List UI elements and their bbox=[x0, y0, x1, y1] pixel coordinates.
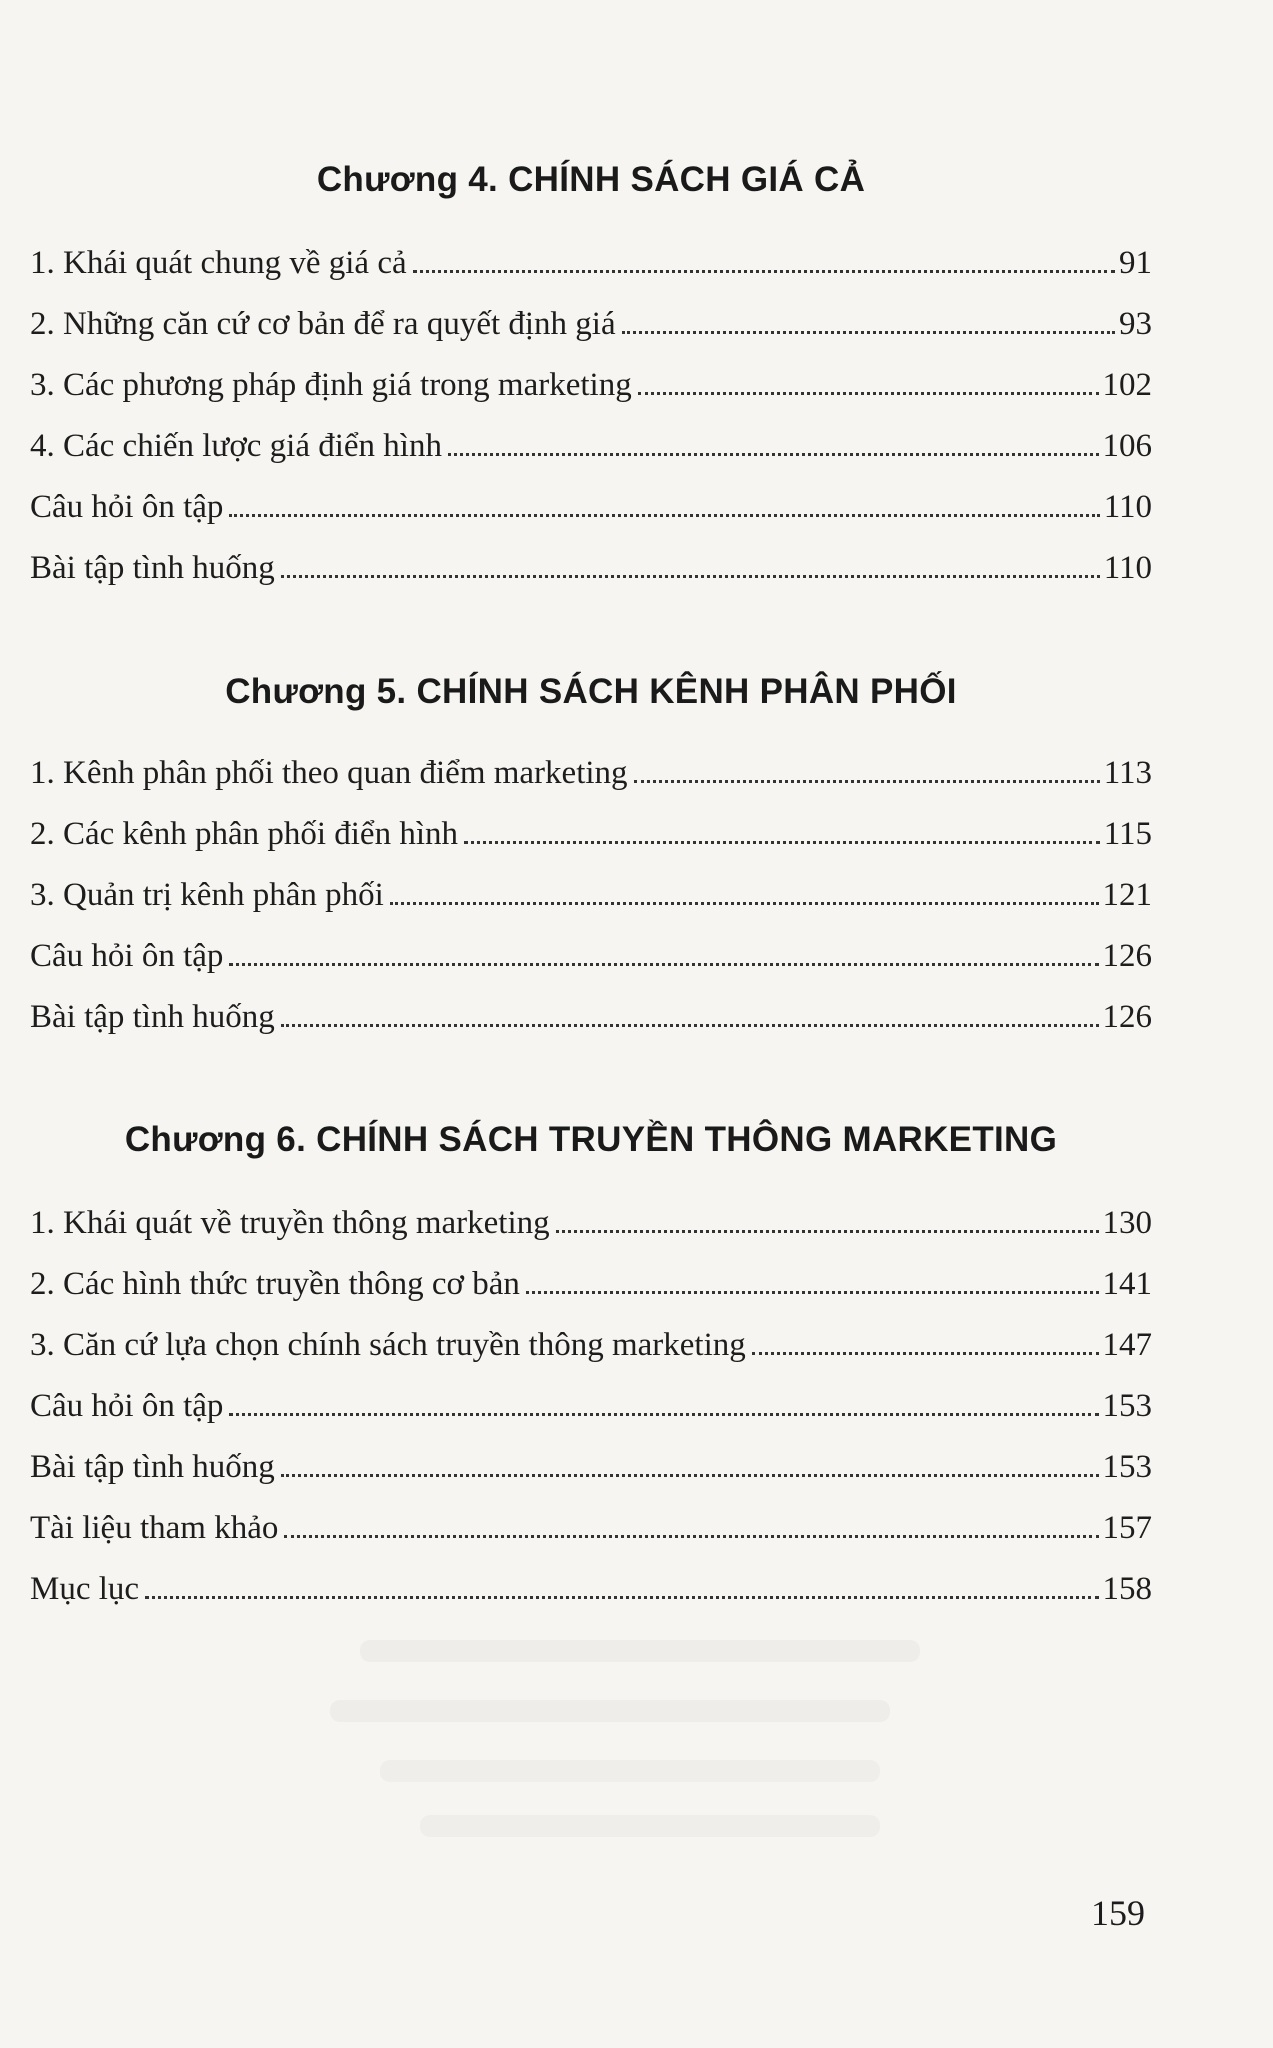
dot-leader bbox=[281, 1474, 1099, 1477]
toc-entry-page: 110 bbox=[1103, 550, 1152, 586]
dot-leader bbox=[281, 575, 1100, 578]
toc-entry-label: Tài liệu tham khảo bbox=[30, 1510, 279, 1546]
toc-entry-page: 115 bbox=[1103, 816, 1152, 852]
toc-entry-page: 113 bbox=[1103, 755, 1152, 791]
chapter-title: Chương 5. CHÍNH SÁCH KÊNH PHÂN PHỐI bbox=[225, 672, 957, 711]
toc-entry-label: 2. Các kênh phân phối điển hình bbox=[30, 816, 459, 852]
dot-leader bbox=[390, 902, 1099, 905]
toc-entry-page: 153 bbox=[1102, 1388, 1152, 1424]
toc-entry-page: 93 bbox=[1119, 306, 1152, 342]
toc-entry-label: 2. Các hình thức truyền thông cơ bản bbox=[30, 1266, 520, 1302]
bleed-through-band-1 bbox=[360, 1640, 920, 1662]
dot-leader bbox=[229, 1413, 1098, 1416]
toc-entry[interactable] bbox=[30, 1373, 1152, 1425]
toc-entry[interactable] bbox=[30, 923, 1152, 975]
toc-entry-page: 153 bbox=[1102, 1449, 1152, 1485]
toc-entry-label: 1. Khái quát về truyền thông marketing bbox=[30, 1205, 550, 1241]
toc-entry-label: 1. Kênh phân phối theo quan điểm marketing bbox=[30, 755, 628, 791]
toc-entry[interactable] bbox=[30, 984, 1152, 1036]
toc-entry-label: Bài tập tình huống bbox=[30, 550, 275, 586]
toc-entry-page: 102 bbox=[1102, 367, 1152, 403]
toc-entry-page: 121 bbox=[1102, 877, 1152, 913]
toc-entry[interactable] bbox=[30, 1495, 1152, 1547]
dot-leader bbox=[284, 1535, 1098, 1538]
toc-entry-page: 110 bbox=[1103, 489, 1152, 525]
toc-entry-label: 1. Khái quát chung về giá cả bbox=[30, 245, 407, 281]
toc-entry[interactable] bbox=[30, 230, 1152, 282]
toc-entry-label: 3. Căn cứ lựa chọn chính sách truyền thông marketing bbox=[30, 1327, 746, 1363]
dot-leader bbox=[634, 780, 1100, 783]
toc-entry-label: Bài tập tình huống bbox=[30, 999, 275, 1035]
toc-entry[interactable] bbox=[30, 1190, 1152, 1242]
toc-entry-page: 157 bbox=[1102, 1510, 1152, 1546]
dot-leader bbox=[229, 963, 1098, 966]
chapter-title: Chương 4. CHÍNH SÁCH GIÁ CẢ bbox=[316, 160, 866, 199]
toc-entry-label: Câu hỏi ôn tập bbox=[30, 938, 224, 974]
toc-entry[interactable] bbox=[30, 1312, 1152, 1364]
toc-entry-label: Câu hỏi ôn tập bbox=[30, 489, 224, 525]
toc-entry[interactable] bbox=[30, 862, 1152, 914]
chapter-5 bbox=[30, 672, 1152, 1072]
dot-leader bbox=[638, 392, 1099, 395]
chapter-6 bbox=[30, 1120, 1152, 1640]
dot-leader bbox=[229, 514, 1099, 517]
toc-entry-label: Câu hỏi ôn tập bbox=[30, 1388, 224, 1424]
toc-entry-label: 2. Những căn cứ cơ bản để ra quyết định giá bbox=[30, 306, 616, 342]
toc-entry[interactable] bbox=[30, 1556, 1152, 1608]
toc-entry[interactable] bbox=[30, 1434, 1152, 1486]
dot-leader bbox=[413, 270, 1115, 273]
bleed-through-band-4 bbox=[420, 1815, 880, 1837]
toc-entry-page: 158 bbox=[1102, 1571, 1152, 1607]
toc-entry-label: 3. Quản trị kênh phân phối bbox=[30, 877, 384, 913]
toc-entry-page: 130 bbox=[1102, 1205, 1152, 1241]
toc-entry-page: 91 bbox=[1119, 245, 1152, 281]
toc-entry[interactable] bbox=[30, 352, 1152, 404]
toc-entry-label: 4. Các chiến lược giá điển hình bbox=[30, 428, 442, 464]
toc-entry[interactable] bbox=[30, 291, 1152, 343]
dot-leader bbox=[752, 1352, 1099, 1355]
toc-entry-label: Mục lục bbox=[30, 1571, 140, 1607]
dot-leader bbox=[145, 1596, 1098, 1599]
bleed-through-band-3 bbox=[380, 1760, 880, 1782]
toc-entry[interactable] bbox=[30, 474, 1152, 526]
dot-leader bbox=[526, 1291, 1099, 1294]
toc-entry[interactable] bbox=[30, 535, 1152, 587]
toc-entry[interactable] bbox=[30, 1251, 1152, 1303]
dot-leader bbox=[464, 841, 1100, 844]
toc-entry-page: 126 bbox=[1102, 938, 1152, 974]
toc-entry[interactable] bbox=[30, 413, 1152, 465]
dot-leader bbox=[281, 1024, 1099, 1027]
toc-entry-page: 147 bbox=[1102, 1327, 1152, 1363]
toc-entry-page: 126 bbox=[1102, 999, 1152, 1035]
toc-entry-page: 106 bbox=[1102, 428, 1152, 464]
chapter-title: Chương 6. CHÍNH SÁCH TRUYỀN THÔNG MARKETING bbox=[124, 1120, 1058, 1159]
chapter-4 bbox=[30, 160, 1152, 610]
toc-entry-label: Bài tập tình huống bbox=[30, 1449, 275, 1485]
dot-leader bbox=[448, 453, 1099, 456]
toc-entry-page: 141 bbox=[1102, 1266, 1152, 1302]
toc-entry[interactable] bbox=[30, 801, 1152, 853]
toc-entry[interactable] bbox=[30, 740, 1152, 792]
toc-entry-label: 3. Các phương pháp định giá trong marketing bbox=[30, 367, 632, 403]
bleed-through-band-2 bbox=[330, 1700, 890, 1722]
page-number: 159 bbox=[1091, 1893, 1145, 1933]
dot-leader bbox=[622, 331, 1115, 334]
dot-leader bbox=[556, 1230, 1099, 1233]
